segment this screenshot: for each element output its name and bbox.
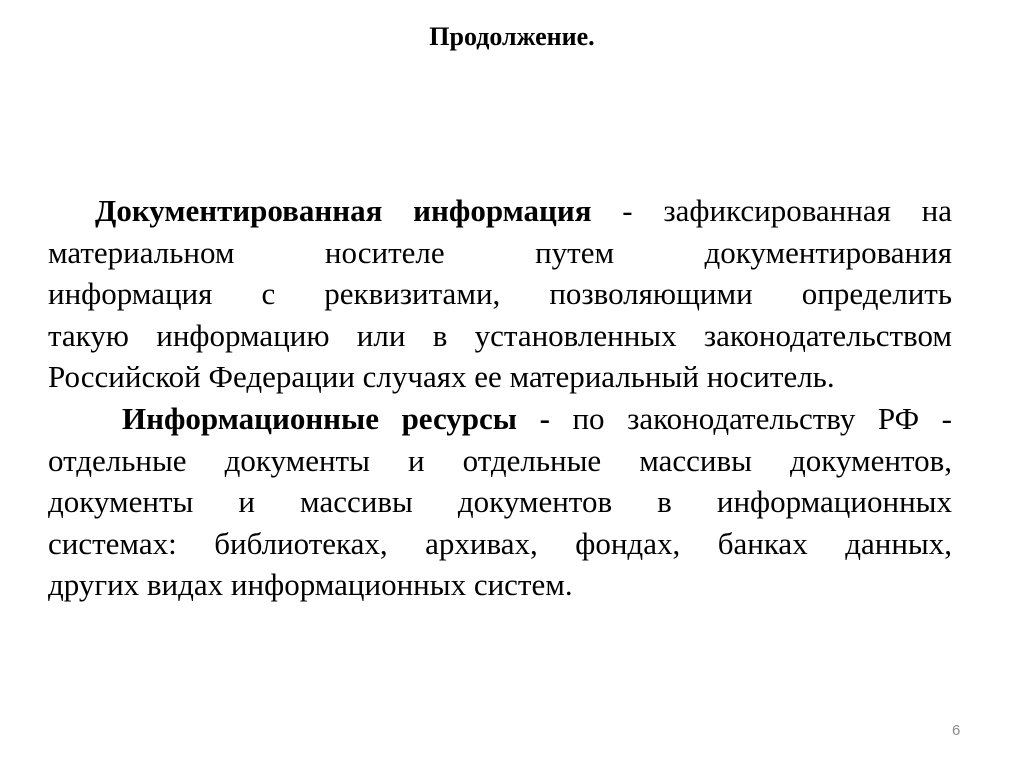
paragraph-line bbox=[48, 481, 952, 523]
term-documented-information: Документированная информация bbox=[95, 193, 592, 228]
line-text: информация с реквизитами, позволяющими определить bbox=[48, 276, 952, 312]
paragraph-line bbox=[48, 356, 952, 398]
line-text: по законодательству РФ - bbox=[549, 400, 952, 436]
paragraph-line bbox=[48, 523, 952, 565]
page-number: 6 bbox=[952, 722, 961, 739]
line-text: других видах информационных систем. bbox=[48, 567, 573, 603]
line-text: документы и массивы документов в информационных bbox=[48, 484, 952, 520]
paragraph-line bbox=[48, 440, 952, 482]
slide-body bbox=[48, 190, 952, 606]
line-text: отдельные документы и отдельные массивы документов, bbox=[48, 442, 952, 478]
paragraph-line bbox=[48, 190, 952, 232]
paragraph-line bbox=[48, 564, 952, 606]
line-text: системах: библиотеках, архивах, фондах, банках данных, bbox=[48, 525, 952, 561]
line-text: Российской Федерации случаях ее материальный носитель. bbox=[48, 359, 835, 395]
paragraph-line bbox=[48, 398, 952, 440]
line-text: материальном носителе путем документирования bbox=[48, 234, 952, 270]
line-text: - зафиксированная на bbox=[591, 193, 952, 228]
paragraph-line bbox=[48, 315, 952, 357]
line-text: такую информацию или в установленных законодательством bbox=[48, 317, 952, 353]
term-information-resources: Информационные ресурсы - bbox=[122, 400, 550, 436]
slide-title: Продолжение. bbox=[429, 22, 595, 51]
paragraph-line bbox=[48, 232, 952, 274]
paragraph-line bbox=[48, 273, 952, 315]
